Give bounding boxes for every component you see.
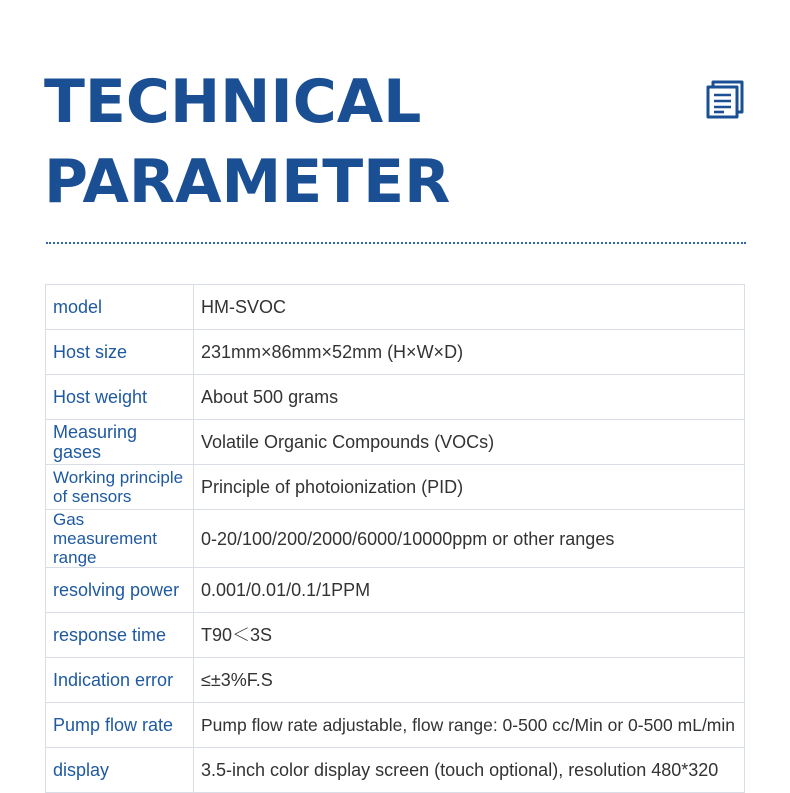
spec-label: Working principle of sensors	[46, 465, 194, 510]
spec-label: response time	[46, 613, 194, 658]
spec-label: Measuring gases	[46, 420, 194, 465]
spec-value: Principle of photoionization (PID)	[194, 465, 745, 510]
spec-value: HM-SVOC	[194, 285, 745, 330]
page-title	[44, 62, 450, 222]
table-row	[46, 375, 745, 420]
table-row	[46, 703, 745, 748]
table-row	[46, 613, 745, 658]
spec-label: Indication error	[46, 658, 194, 703]
spec-label: display	[46, 748, 194, 793]
table-row	[46, 330, 745, 375]
spec-label: Gas measurement range	[46, 510, 194, 568]
section-divider	[46, 242, 746, 244]
spec-table	[45, 284, 745, 793]
table-row	[46, 420, 745, 465]
spec-value: T90＜3S	[194, 613, 745, 658]
document-list-icon	[704, 78, 746, 120]
spec-label: resolving power	[46, 568, 194, 613]
table-row	[46, 658, 745, 703]
spec-value: 231mm×86mm×52mm (H×W×D)	[194, 330, 745, 375]
spec-value: 3.5-inch color display screen (touch optional), resolution 480*320	[194, 748, 745, 793]
spec-value: 0.001/0.01/0.1/1PPM	[194, 568, 745, 613]
spec-label: model	[46, 285, 194, 330]
table-row	[46, 510, 745, 568]
page-title-line-2: PARAMETER	[44, 147, 451, 217]
spec-value: About 500 grams	[194, 375, 745, 420]
spec-label: Host weight	[46, 375, 194, 420]
spec-value: ≤±3%F.S	[194, 658, 745, 703]
table-row	[46, 568, 745, 613]
spec-value: 0-20/100/200/2000/6000/10000ppm or other ranges	[194, 510, 745, 568]
spec-value: Pump flow rate adjustable, flow range: 0-500 cc/Min or 0-500 mL/min	[194, 703, 745, 748]
spec-label: Pump flow rate	[46, 703, 194, 748]
table-row	[46, 285, 745, 330]
table-row	[46, 465, 745, 510]
spec-value: Volatile Organic Compounds (VOCs)	[194, 420, 745, 465]
table-row	[46, 748, 745, 793]
spec-label: Host size	[46, 330, 194, 375]
page-title-line-1: TECHNICAL	[44, 67, 422, 137]
